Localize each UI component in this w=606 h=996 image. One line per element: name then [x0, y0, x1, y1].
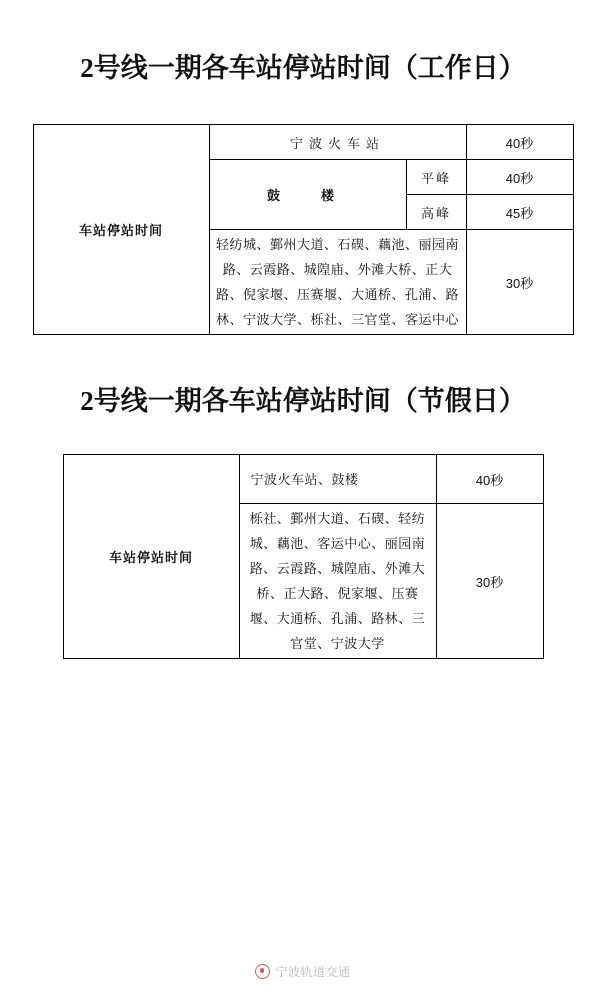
watermark-text: 宁波轨道交通 [275, 965, 351, 979]
dwell-time-value: 40秒 [436, 455, 543, 504]
station-list: 宁波火车站、鼓楼 [239, 455, 436, 504]
dwell-time-value: 40秒 [466, 125, 573, 160]
holiday-schedule-table [63, 454, 544, 659]
watermark [0, 963, 606, 982]
table-row [63, 455, 543, 504]
period-label-offpeak: 平峰 [406, 160, 466, 195]
station-list: 栎社、鄞州大道、石碶、轻纺城、藕池、客运中心、丽园南路、云霞路、城隍庙、外滩大桥、正大路、倪家堰、压赛堰、大通桥、孔浦、路林、三官堂、宁波大学 [239, 504, 436, 659]
weekday-schedule-table [33, 124, 574, 335]
table-row [33, 125, 573, 160]
weibo-eye-icon [255, 964, 270, 979]
page-title-holiday: 2号线一期各车站停站时间（节假日） [80, 386, 526, 416]
document-page [0, 46, 606, 996]
period-label-peak: 高峰 [406, 195, 466, 230]
row-header-dwell-time: 车站停站时间 [63, 455, 239, 659]
dwell-time-value: 30秒 [466, 230, 573, 335]
station-name: 宁波火车站 [209, 125, 466, 160]
page-title-weekday: 2号线一期各车站停站时间（工作日） [80, 53, 526, 83]
station-list: 轻纺城、鄞州大道、石碶、藕池、丽园南路、云霞路、城隍庙、外滩大桥、正大路、倪家堰、压赛堰、大通桥、孔浦、路林、宁波大学、栎社、三官堂、客运中心 [209, 230, 466, 335]
dwell-time-value: 30秒 [436, 504, 543, 659]
dwell-time-value: 40秒 [466, 160, 573, 195]
dwell-time-value: 45秒 [466, 195, 573, 230]
station-name: 鼓 楼 [209, 160, 406, 230]
row-header-dwell-time: 车站停站时间 [33, 125, 209, 335]
